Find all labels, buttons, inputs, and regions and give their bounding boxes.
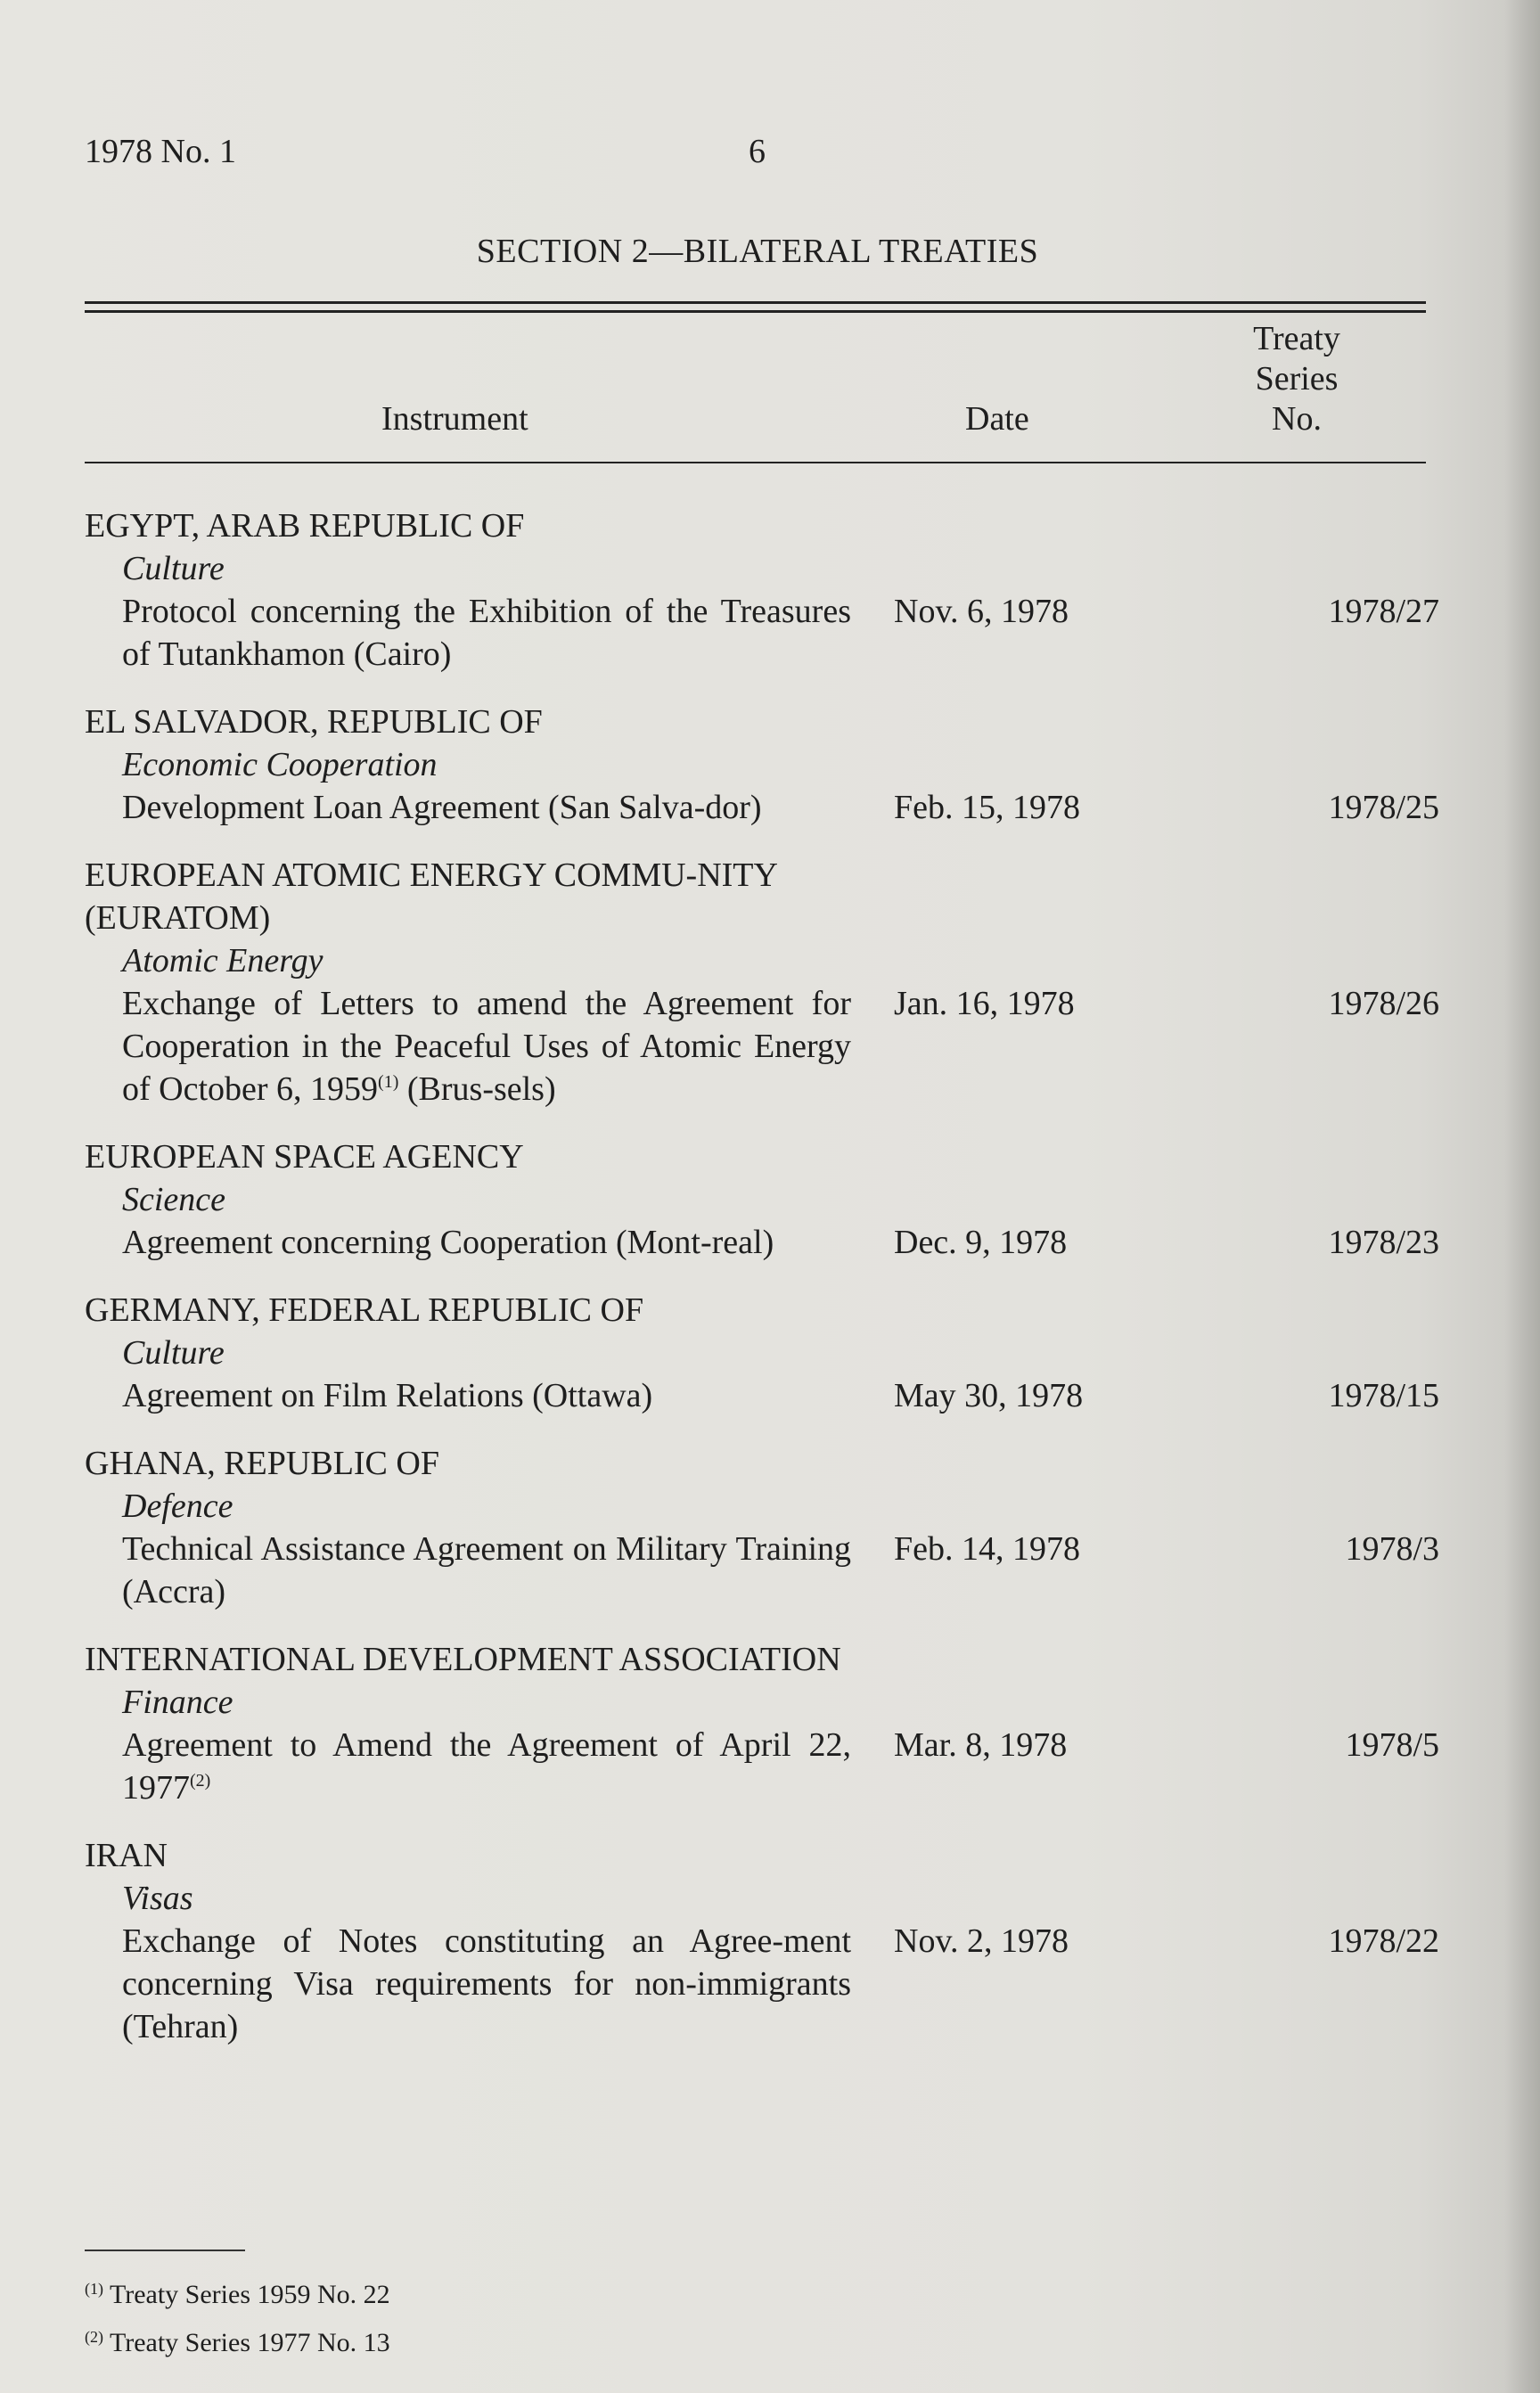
treaty-series-number: 1978/23 xyxy=(1328,1224,1439,1261)
footnote-text: Treaty Series 1959 No. 22 xyxy=(103,2280,390,2309)
treaty-date: Nov. 2, 1978 xyxy=(894,1922,1069,1960)
section-title: SECTION 2—BILATERAL TREATIES xyxy=(476,233,1039,270)
treaty-date: May 30, 1978 xyxy=(894,1377,1084,1414)
subject-heading: Visas xyxy=(122,1880,193,1917)
instrument-text: Exchange of Letters to amend the Agreement for Cooperation in the Peaceful Uses of Atomic Energy of October 6, 1959 xyxy=(122,985,851,1108)
country-name: INTERNATIONAL DEVELOPMENT ASSOCIATION xyxy=(85,1641,841,1678)
footnote-mark: (1) xyxy=(85,2280,103,2298)
header-bottom-rule xyxy=(85,462,1426,463)
treaty-entry xyxy=(85,1920,1439,2048)
treaty-group xyxy=(85,1442,1439,1613)
treaty-date: Mar. 8, 1978 xyxy=(894,1726,1068,1764)
country-name: EGYPT, ARAB REPUBLIC OF xyxy=(85,507,525,545)
series-header-line-1: Treaty xyxy=(1253,320,1340,357)
treaty-group xyxy=(85,1638,1439,1809)
treaty-group xyxy=(85,1135,1439,1264)
treaty-series-number: 1978/15 xyxy=(1328,1377,1439,1414)
treaty-group xyxy=(85,854,1439,1110)
column-header-series xyxy=(1239,319,1355,439)
treaty-date: Feb. 15, 1978 xyxy=(894,789,1080,826)
treaty-series-number: 1978/5 xyxy=(1345,1726,1439,1764)
instrument-title: Exchange of Notes constituting an Agree-ment concerning Visa requirements for non-immigrants (Tehran) xyxy=(122,1922,851,2045)
treaty-series-number: 1978/22 xyxy=(1328,1922,1439,1960)
treaty-entry xyxy=(85,590,1439,676)
treaty-series-number: 1978/26 xyxy=(1328,985,1439,1022)
treaty-series-number: 1978/25 xyxy=(1328,789,1439,826)
instrument-title: Agreement concerning Cooperation (Mont-real) xyxy=(122,1224,774,1261)
treaty-entry xyxy=(85,786,1439,829)
column-header-date: Date xyxy=(965,400,1029,438)
instrument-title: Development Loan Agreement (San Salva-dor) xyxy=(122,789,762,826)
treaty-series-number: 1978/27 xyxy=(1328,593,1439,630)
subject-heading: Atomic Energy xyxy=(122,942,324,979)
subject-heading: Economic Cooperation xyxy=(122,746,438,783)
treaty-group xyxy=(85,1289,1439,1417)
instrument-title: Protocol concerning the Exhibition of the Treasures of Tutankhamon (Cairo) xyxy=(122,593,851,673)
instrument-title xyxy=(122,1724,851,1809)
footnote-reference: (2) xyxy=(190,1771,211,1791)
treaty-group xyxy=(85,1834,1439,2048)
country-name: EUROPEAN ATOMIC ENERGY COMMU-NITY (EURATOM) xyxy=(85,856,777,937)
subject-heading: Science xyxy=(122,1181,226,1218)
treaty-series-number: 1978/3 xyxy=(1345,1530,1439,1568)
top-double-rule-upper xyxy=(85,301,1426,304)
instrument-title: Technical Assistance Agreement on Military Training (Accra) xyxy=(122,1530,851,1610)
footnotes xyxy=(85,2271,390,2367)
subject-heading: Finance xyxy=(122,1684,233,1721)
country-name: IRAN xyxy=(85,1837,168,1874)
page-edge-shadow xyxy=(1504,0,1540,2393)
footnote-reference: (1) xyxy=(378,1072,399,1092)
instrument-text: Agreement to Amend the Agreement of April 22, 1977 xyxy=(122,1726,851,1807)
treaty-entry xyxy=(85,1221,1439,1264)
treaty-group xyxy=(85,504,1439,676)
country-name: GERMANY, FEDERAL REPUBLIC OF xyxy=(85,1291,644,1329)
footnote-1 xyxy=(85,2271,390,2319)
treaty-date: Dec. 9, 1978 xyxy=(894,1224,1068,1261)
treaty-date: Feb. 14, 1978 xyxy=(894,1530,1080,1568)
instrument-text-tail: (Brus-sels) xyxy=(398,1070,556,1108)
country-name: EL SALVADOR, REPUBLIC OF xyxy=(85,703,543,741)
country-name: GHANA, REPUBLIC OF xyxy=(85,1445,439,1482)
column-header-instrument: Instrument xyxy=(381,400,528,438)
header-year-number: 1978 No. 1 xyxy=(85,133,236,170)
subject-heading: Defence xyxy=(122,1487,233,1525)
footnote-text: Treaty Series 1977 No. 13 xyxy=(103,2328,390,2357)
footnote-rule xyxy=(85,2250,245,2251)
series-header-line-2: Series xyxy=(1255,360,1339,397)
subject-heading: Culture xyxy=(122,550,225,587)
country-name: EUROPEAN SPACE AGENCY xyxy=(85,1138,524,1176)
treaty-date: Jan. 16, 1978 xyxy=(894,985,1075,1022)
top-double-rule-lower xyxy=(85,310,1426,313)
treaty-entry xyxy=(85,1528,1439,1613)
treaty-date: Nov. 6, 1978 xyxy=(894,593,1069,630)
treaty-entry xyxy=(85,982,1439,1110)
instrument-title: Agreement on Film Relations (Ottawa) xyxy=(122,1377,653,1414)
footnote-mark: (2) xyxy=(85,2328,103,2346)
subject-heading: Culture xyxy=(122,1334,225,1372)
treaty-group xyxy=(85,701,1439,829)
page-number: 6 xyxy=(749,133,766,170)
treaty-list xyxy=(85,504,1439,2073)
series-header-line-3: No. xyxy=(1272,400,1322,438)
treaty-entry xyxy=(85,1724,1439,1809)
treaty-entry xyxy=(85,1374,1439,1417)
footnote-2 xyxy=(85,2319,390,2367)
instrument-title xyxy=(122,982,851,1110)
